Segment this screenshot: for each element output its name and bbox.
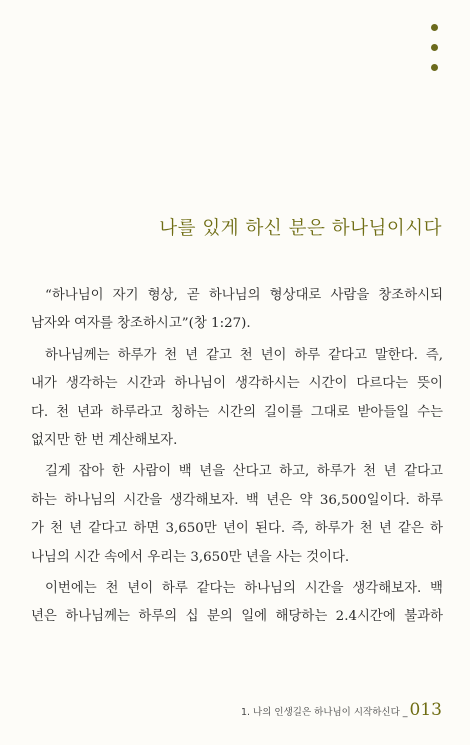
paragraph	[31, 458, 443, 572]
text-line: 하나님께는 하루가 천 년 같고 천 년이 하루 같다고 말한다. 즉,	[45, 347, 443, 363]
text-line: 이번에는 천 년이 하루 같다는 하나님의 시간을 생각해보자. 백	[45, 581, 443, 597]
text-line: 하는 하나님의 시간을 생각해보자. 백 년은 약 36,500일이다. 하루	[31, 492, 443, 508]
decorative-dots	[431, 24, 441, 84]
paragraph	[31, 342, 443, 456]
dot-icon	[431, 64, 438, 71]
running-head: 1. 나의 인생길은 하나님이 시작하신다 _	[240, 707, 408, 718]
text-line: “하나님이 자기 형상, 곧 하나님의 형상대로 사람을 창조하시되	[45, 288, 443, 303]
text-line: 년은 하나님께는 하루의 십 분의 일에 해당하는 2.4시간에 불과하	[31, 609, 443, 625]
text-line: 나님의 시간 속에서 우리는 3,650만 년을 사는 것이다.	[31, 549, 350, 565]
paragraph	[31, 282, 443, 339]
body-text	[31, 282, 443, 635]
text-line: 다. 천 년과 하루라고 칭하는 시간의 길이를 그대로 받아들일 수는	[31, 404, 443, 420]
dot-icon	[431, 44, 438, 51]
chapter-title: 나를 있게 하신 분은 하나님이시다	[159, 218, 442, 239]
text-line: 길게 잡아 한 사람이 백 년을 산다고 하고, 하루가 천 년 같다고	[45, 464, 443, 480]
text-line: 내가 생각하는 시간과 하나님이 생각하시는 시간이 다르다는 뜻이	[31, 376, 443, 392]
paragraph	[31, 575, 443, 632]
text-line: 남자와 여자를 창조하시고”(창 1:27).	[31, 316, 251, 332]
page-number: 013	[409, 700, 442, 720]
text-line: 없지만 한 번 계산해보자.	[31, 433, 178, 449]
dot-icon	[431, 24, 438, 31]
text-line: 가 천 년 같다고 하면 3,650만 년이 된다. 즉, 하루가 천 년 같은 하	[31, 521, 443, 537]
running-footer	[241, 700, 442, 720]
